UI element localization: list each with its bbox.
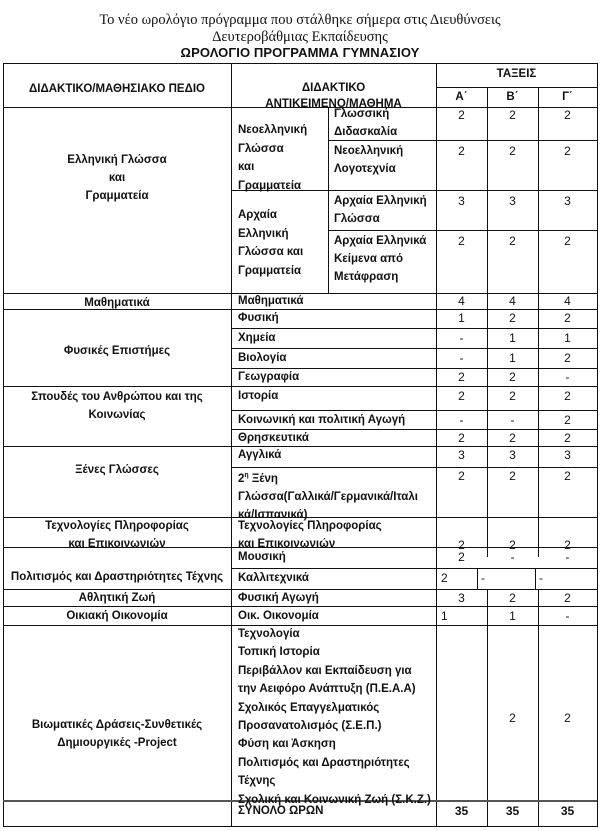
- group-line: Γραμματεία: [238, 264, 302, 277]
- field-math: Μαθηματικά: [84, 297, 150, 309]
- divider-greek-subcol: [328, 107, 329, 293]
- header-class-a: Α΄: [455, 91, 468, 103]
- hours-a: 3: [458, 591, 465, 605]
- hours-b: 2: [509, 311, 516, 325]
- subject-ancient-language: [334, 192, 434, 228]
- field-greek-line: Ελληνική Γλώσσα: [67, 154, 167, 166]
- hours-c: -: [565, 370, 570, 384]
- hours-c: 2: [564, 538, 571, 552]
- hours-b: -: [481, 571, 485, 585]
- project-subjects: [238, 625, 434, 809]
- hours-a: -: [459, 351, 464, 365]
- hours-b: 4: [509, 294, 516, 308]
- hours-c: -: [565, 550, 570, 564]
- project-subject-item: την Αειφόρο Ανάπτυξη (Π.Ε.Α.Α): [238, 683, 416, 696]
- subject-line: Κείμενα από: [334, 253, 404, 265]
- total-label: ΣΥΝΟΛΟ ΩΡΩΝ: [238, 805, 324, 817]
- subject-glossiki: [334, 105, 434, 141]
- divider-field-subject: [231, 63, 232, 827]
- subject-ict: [238, 517, 434, 553]
- hours-b: 1: [509, 609, 516, 623]
- project-subject-item: Πολιτισμός και Δραστηριότητες: [238, 756, 410, 769]
- hours-c: 2: [564, 413, 571, 427]
- field-arts: Πολιτισμός και Δραστηριότητες Τέχνης: [10, 571, 224, 583]
- hours-b: -: [510, 550, 515, 564]
- total-hours-b: 35: [505, 804, 520, 818]
- subject-line: Γλωσσική: [334, 108, 390, 120]
- subject-cell: Μαθηματικά: [238, 295, 304, 307]
- subject-cell: Οικ. Οικονομία: [238, 610, 319, 622]
- group-line: Γραμματεία: [238, 179, 302, 192]
- header-subject-line1: ΔΙΔΑΚΤΙΚΟ: [301, 82, 366, 94]
- project-hours-b: 2: [509, 711, 516, 725]
- field-sports: Αθλητική Ζωή: [78, 592, 156, 604]
- hours-c: 2: [564, 234, 571, 248]
- ordinal: 2: [238, 472, 245, 485]
- project-subject-item: Φύση και Άσκηση: [238, 738, 336, 751]
- project-subject-item: Τεχνολογία: [238, 628, 300, 640]
- hours-b: 2: [509, 538, 516, 552]
- hours-a: 2: [458, 538, 465, 552]
- hours-b: 1: [509, 351, 516, 365]
- subject-line: Λογοτεχνία: [334, 163, 396, 175]
- table-border-right: [597, 63, 598, 827]
- hours-c: 2: [564, 311, 571, 325]
- field-human-studies: [3, 388, 231, 424]
- header-class-b: Β΄: [506, 91, 519, 103]
- subject-cell: Γεωγραφία: [238, 371, 300, 383]
- hours-a: 3: [458, 448, 465, 462]
- field-ict: [3, 517, 231, 553]
- hours-a: 3: [458, 194, 465, 208]
- subject-line: Αρχαία Ελληνική: [334, 195, 427, 207]
- hours-a: 2: [458, 108, 465, 122]
- group-line: Γλώσσα και: [238, 246, 304, 258]
- project-subject-item: Προσανατολισμός (Σ.Ε.Π.): [238, 720, 382, 733]
- subject-cell: Φυσική Αγωγή: [238, 592, 319, 604]
- hours-a: 2: [441, 571, 448, 585]
- subject-line: [238, 467, 434, 488]
- field-greek-line: Γραμματεία: [85, 190, 149, 202]
- subject-line: Μετάφραση: [334, 271, 399, 283]
- total-hours-c: 35: [560, 804, 575, 818]
- project-subject-item: Τέχνης: [238, 775, 276, 788]
- header-subject-line2: ΑΝΤΙΚΕΙΜΕΝΟ/ΜΑΘΗΜΑ: [265, 98, 402, 110]
- group-line: Νεοελληνική: [238, 124, 308, 136]
- field-line: Σπουδές του Ανθρώπου και της: [31, 391, 203, 403]
- subject-second-language: [238, 467, 434, 524]
- hours-a: 1: [441, 609, 448, 623]
- field-physics: Φυσικές Επιστήμες: [63, 345, 171, 357]
- hours-c: 2: [564, 351, 571, 365]
- hours-c: -: [539, 571, 543, 585]
- hours-c: 3: [564, 448, 571, 462]
- field-line: Τεχνολογίες Πληροφορίας: [45, 520, 189, 532]
- subject-line: Νεοελληνική: [334, 145, 404, 157]
- hours-a: 4: [458, 294, 465, 308]
- group-ancient-greek: [238, 206, 328, 280]
- hours-a: 2: [458, 469, 465, 483]
- field-greek: [3, 151, 231, 205]
- intro-line-1: Το νέο ωρολόγιο πρόγραμμα που στάλθηκε σήμερα στις Διευθύνσεις: [99, 12, 501, 28]
- hours-a: 2: [458, 234, 465, 248]
- field-project: [3, 716, 231, 752]
- hours-c: 2: [564, 431, 571, 445]
- hours-b: 2: [509, 431, 516, 445]
- header-classes: ΤΑΞΕΙΣ: [496, 68, 537, 80]
- subject-line: Διδασκαλία: [334, 126, 398, 138]
- hours-b: 2: [509, 370, 516, 384]
- project-subject-item: Τοπική Ιστορία: [238, 646, 320, 659]
- hours-c: -: [565, 609, 570, 623]
- hours-b: 2: [509, 144, 516, 158]
- hours-b: 3: [509, 448, 516, 462]
- group-modern-greek: [238, 121, 328, 195]
- field-foreign-languages: Ξένες Γλώσσες: [75, 464, 159, 476]
- subject-line: Αρχαία Ελληνικά: [334, 235, 427, 247]
- hours-c: 2: [564, 144, 571, 158]
- hours-a: -: [459, 331, 464, 345]
- project-subject-item: Σχολικός Επαγγελματικός: [238, 701, 380, 714]
- header-field: ΔΙΔΑΚΤΙΚΟ/ΜΑΘΗΣΙΑΚΟ ΠΕΔΙΟ: [29, 83, 205, 95]
- subject-cell: Μουσική: [238, 551, 286, 563]
- hours-c: 2: [564, 591, 571, 605]
- hours-c: 2: [564, 389, 571, 403]
- ordinal-suffix: η: [244, 472, 249, 479]
- field-home-economics: Οικιακή Οικονομία: [66, 610, 168, 622]
- subject-line: κά/Ισπανικά): [238, 508, 308, 521]
- subject-line: Τεχνολογίες Πληροφορίας: [238, 520, 382, 532]
- header-class-c: Γ΄: [562, 91, 573, 103]
- hours-c: 2: [564, 108, 571, 122]
- page-title: ΩΡΟΛΟΓΙΟ ΠΡΟΓΡΑΜΜΑ ΓΥΜΝΑΣΙΟΥ: [180, 45, 420, 60]
- project-subject-item: Σχολική και Κοινωνική Ζωή (Σ.Κ.Ζ.): [238, 793, 431, 806]
- subject-logotexnia: [334, 142, 434, 178]
- hours-a: 2: [458, 144, 465, 158]
- hours-c: 2: [564, 469, 571, 483]
- hours-c: 3: [564, 194, 571, 208]
- hours-a: 2: [458, 431, 465, 445]
- hours-b: 3: [509, 194, 516, 208]
- group-line: Αρχαία: [238, 209, 277, 221]
- subject-cell: Βιολογία: [238, 352, 287, 364]
- field-line: Κοινωνίας: [88, 409, 146, 421]
- hours-a: 2: [458, 550, 465, 564]
- hours-b: 2: [509, 469, 516, 483]
- subject-line: Γλώσσα(Γαλλικά/Γερμανικά/Ιταλι: [238, 490, 418, 503]
- hours-a: 2: [458, 389, 465, 403]
- divider: [328, 230, 597, 231]
- hours-c: 1: [564, 331, 571, 345]
- intro-line-2: Δευτεροβάθμιας Εκπαίδευσης: [212, 29, 388, 45]
- field-line: Δημιουργικές -Project: [57, 737, 177, 749]
- hours-a: 2: [458, 370, 465, 384]
- group-line: Ελληνική: [238, 227, 289, 240]
- subject-line: και Επικοινωνιών: [238, 538, 336, 550]
- project-subject-item: Περιβάλλον και Εκπαίδευση για: [238, 664, 412, 677]
- total-hours-a: 35: [454, 804, 469, 818]
- hours-b: -: [510, 413, 515, 427]
- hours-b: 2: [509, 389, 516, 403]
- field-line: Βιωματικές Δράσεις-Συνθετικές: [31, 719, 203, 731]
- subject-text: Ξένη: [248, 472, 278, 485]
- subject-cell: Χημεία: [238, 332, 276, 344]
- table-border-top: [3, 63, 597, 64]
- hours-a: -: [459, 413, 464, 427]
- hours-b: 1: [509, 331, 516, 345]
- subject-cell: Φυσική: [238, 312, 279, 324]
- subject-ancient-texts: [334, 232, 434, 286]
- subject-cell: Καλλιτεχνικά: [238, 572, 309, 584]
- subject-cell: Αγγλικά: [238, 449, 282, 461]
- group-line: και: [238, 161, 255, 173]
- hours-b: 2: [509, 591, 516, 605]
- field-line: και Επικοινωνιών: [68, 538, 166, 550]
- group-line: Γλώσσα: [238, 142, 284, 155]
- project-hours-c: 2: [564, 711, 571, 725]
- table-border-bottom: [3, 826, 597, 827]
- hours-b: 2: [509, 234, 516, 248]
- subject-cell: Κοινωνική και πολιτική Αγωγή: [238, 414, 406, 426]
- subject-cell: Θρησκευτικά: [238, 432, 309, 444]
- hours-a: 1: [458, 311, 465, 325]
- subject-cell: Ιστορία: [238, 390, 279, 402]
- hours-b: 2: [509, 108, 516, 122]
- hours-c: 4: [564, 294, 571, 308]
- subject-line: Γλώσσα: [334, 213, 380, 225]
- field-greek-line: και: [108, 172, 126, 184]
